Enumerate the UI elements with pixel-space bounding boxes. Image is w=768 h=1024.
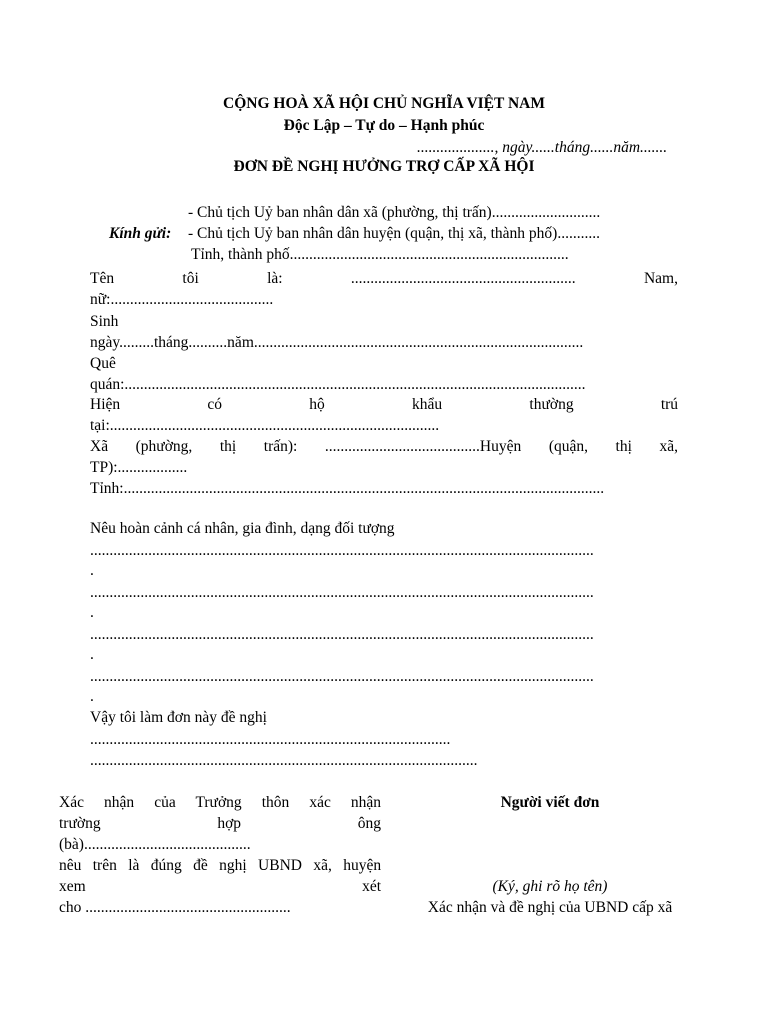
- request-dotline-1: .............................................................................................: [90, 731, 451, 748]
- situation-dotline: ..................................................................................................................................: [90, 542, 594, 559]
- situation-dot-end: .: [90, 646, 94, 663]
- confirm-line-1: Xác nhận của Trưởng thôn xác nhận: [59, 794, 382, 811]
- hometown-line: quán:.......................................................................................................................: [90, 376, 586, 393]
- situation-dot-end: .: [90, 688, 94, 705]
- date-line: ...................., ngày......tháng......năm.......: [417, 139, 668, 156]
- gender-line: nữ:..........................................: [90, 291, 274, 308]
- residence-address-line: tại:.....................................................................................: [90, 417, 440, 434]
- recipient-line-1: - Chủ tịch Uỷ ban nhân dân xã (phường, thị trấn)............................: [188, 204, 601, 221]
- hometown-label: Quê: [90, 355, 116, 372]
- signature-note: (Ký, ghi rõ họ tên): [492, 878, 608, 895]
- form-title: ĐƠN ĐỀ NGHỊ HƯỞNG TRỢ CẤP XÃ HỘI: [233, 158, 535, 175]
- situation-label: Nêu hoàn cảnh cá nhân, gia đình, dạng đối tượng: [90, 520, 395, 537]
- birth-date-line: ngày.........tháng..........năm.....................................................................................: [90, 334, 584, 351]
- confirm-line-4: nêu trên là đúng đề nghị UBND xã, huyện: [59, 857, 382, 874]
- confirm-line-6: cho .....................................................: [59, 899, 291, 916]
- confirm-line-2: trường hợp ông: [59, 815, 381, 832]
- birth-label: Sinh: [90, 313, 119, 330]
- situation-dotline: ..................................................................................................................................: [90, 668, 594, 685]
- request-dotline-2: ....................................................................................................: [90, 752, 478, 769]
- name-line: Tên tôi là: .......................................................... Nam,: [90, 270, 678, 287]
- signer-title: Người viết đơn: [500, 794, 600, 811]
- recipient-label: Kính gửi:: [109, 225, 172, 242]
- commune-confirmation: Xác nhận và đề nghị của UBND cấp xã: [427, 899, 673, 916]
- motto: Độc Lập – Tự do – Hạnh phúc: [283, 117, 485, 134]
- situation-dot-end: .: [90, 604, 94, 621]
- situation-dotline: ..................................................................................................................................: [90, 584, 594, 601]
- request-label: Vậy tôi làm đơn này đề nghị: [90, 709, 267, 726]
- recipient-line-3: Tỉnh, thành phố........................................................................: [191, 246, 569, 263]
- recipient-line-2: - Chủ tịch Uỷ ban nhân dân huyện (quận, thị xã, thành phố)...........: [188, 225, 600, 242]
- confirm-line-3: (bà)...........................................: [59, 836, 251, 853]
- city-line: TP):..................: [90, 459, 188, 476]
- province-line: Tỉnh:............................................................................................................................: [90, 480, 605, 497]
- situation-dotline: ..................................................................................................................................: [90, 626, 594, 643]
- ward-line: Xã (phường, thị trấn): ........................................Huyện (quận, thị xã,: [90, 438, 678, 455]
- residence-line: Hiện có hộ khẩu thường trú: [90, 396, 679, 413]
- country-name: CỘNG HOÀ XÃ HỘI CHỦ NGHĨA VIỆT NAM: [223, 95, 545, 112]
- confirm-line-5: xem xét: [59, 878, 381, 895]
- situation-dot-end: .: [90, 562, 94, 579]
